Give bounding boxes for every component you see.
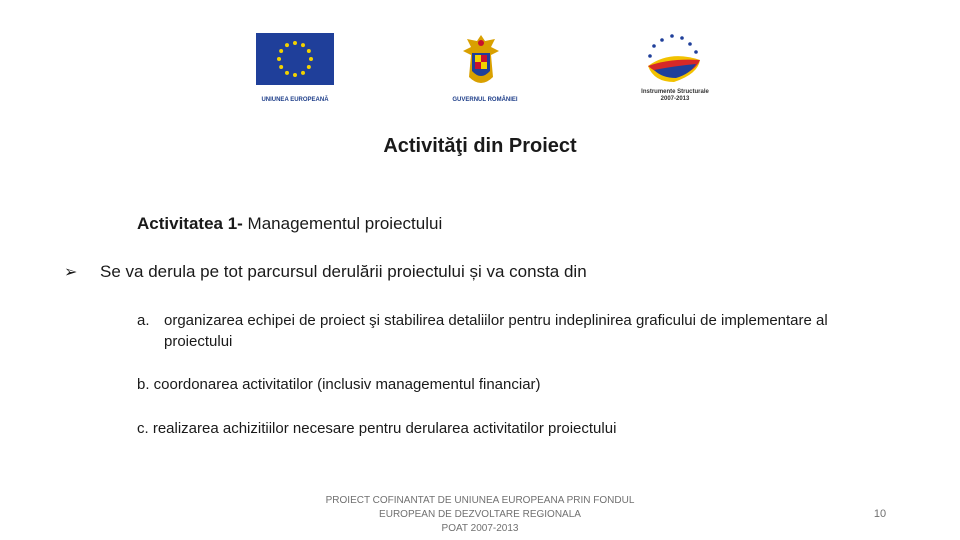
eu-star-icon [277,57,281,61]
eu-star-icon [279,49,283,53]
sub-item-a-continuation: proiectului [164,333,233,350]
eu-star-icon [293,73,297,77]
is-logo-caption-line2: 2007-2013 [660,96,690,102]
is-logo-caption [620,89,730,103]
is-star-icon [694,50,698,54]
instrumente-structurale-logo [640,30,708,88]
activity-label: Activitatea 1- [137,214,243,233]
sub-item-a [137,310,927,352]
eu-star-icon [307,49,311,53]
sub-item-a-text: organizarea echipei de proiect şi stabilirea detaliilor pentru indeplinirea graficului de implementare al [164,312,828,329]
footer-line-2: EUROPEAN DE DEZVOLTARE REGIONALA [379,509,581,520]
is-star-icon [648,54,652,58]
eu-flag-logo [256,33,334,85]
sub-item-b: b. coordonarea activitatilor (inclusiv managementul financiar) [137,376,541,393]
activity-name: Managementul proiectului [242,214,443,233]
activity-heading [137,214,442,234]
eu-logo-caption: UNIUNEA EUROPEANĂ [261,97,329,103]
footer-text [300,494,660,536]
eu-star-icon [285,71,289,75]
is-star-icon [680,36,684,40]
sub-item-a-marker: a. [137,312,150,329]
eu-star-icon [285,43,289,47]
eu-star-icon [309,57,313,61]
eu-star-icon [307,65,311,69]
sub-item-c: c. realizarea achizitiilor necesare pentru derularea activitatilor proiectului [137,420,617,437]
is-star-icon [670,34,674,38]
is-star-icon [688,42,692,46]
page-number: 10 [873,508,887,520]
gov-logo-caption: GUVERNUL ROMÂNIEI [452,97,518,103]
is-star-icon [660,38,664,42]
eu-star-icon [301,71,305,75]
arrow-bullet-icon: ➢ [64,264,78,281]
footer-line-3: POAT 2007-2013 [441,523,519,534]
eu-star-icon [293,41,297,45]
slide-title: Activităţi din Proiect [383,135,577,157]
is-logo-caption-line1: Instrumente Structurale [641,89,709,95]
eu-star-icon [279,65,283,69]
romanian-coat-of-arms-logo [461,33,501,89]
is-star-icon [652,44,656,48]
eu-star-icon [301,43,305,47]
footer-line-1: PROIECT COFINANTAT DE UNIUNEA EUROPEANA PRIN FONDUL [325,495,635,506]
bullet-text: Se va derula pe tot parcursul derulării proiectului și va consta din [100,262,587,281]
bullet-item [64,262,587,282]
